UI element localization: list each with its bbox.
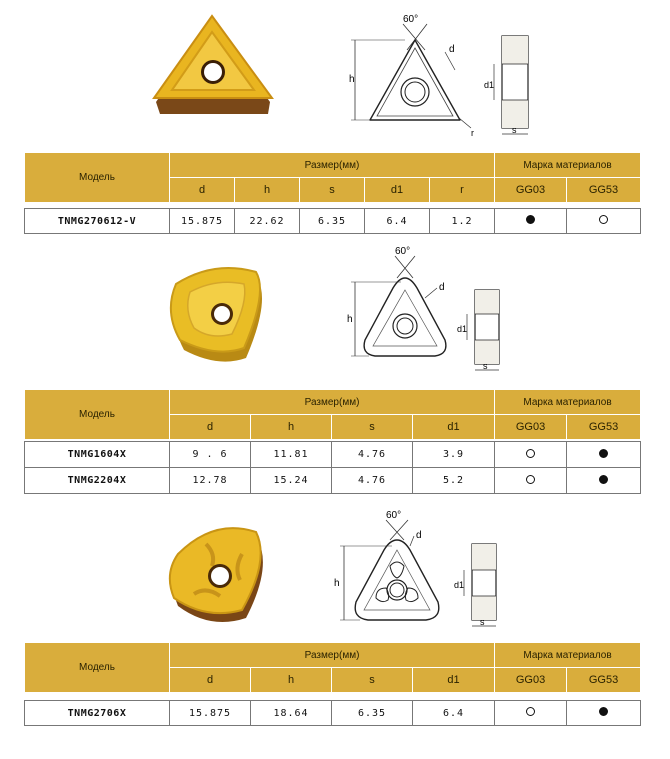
insert-photo-triangle-2 [160,262,280,374]
drawing-top-view-2 [345,242,468,370]
gg03-availability [495,209,567,234]
availability-dot [599,475,608,484]
value-d1: 5.2 [413,468,495,494]
value-s: 6.35 [332,701,413,726]
drawing-side-view-3 [452,540,512,634]
spec-table-body-2 [24,441,641,494]
svg-text:h: h [347,314,353,325]
col-r: r [430,178,495,203]
svg-text:d: d [449,44,455,55]
header-model: Модель [25,153,170,203]
svg-text:s: s [483,361,488,371]
value-r: 1.2 [430,209,495,234]
table-row [25,209,641,234]
insert-photo-triangle-3 [160,520,280,632]
gg53-availability [567,701,641,726]
value-d1: 6.4 [413,701,495,726]
col-d1: d1 [413,668,495,693]
svg-text:d1: d1 [454,580,465,590]
gg03-availability [495,442,567,468]
availability-dot [599,707,608,716]
col-d: d [170,178,235,203]
value-d: 15.875 [170,701,251,726]
availability-dot [526,475,535,484]
value-d1: 3.9 [413,442,495,468]
header-size: Размер(мм) [170,643,495,668]
col-h: h [235,178,300,203]
svg-text:h: h [334,578,340,589]
svg-text:r: r [471,128,474,138]
header-model: Модель [25,390,170,440]
col-s: s [332,668,413,693]
col-gg03: GG03 [495,668,567,693]
drawing-top-view-3 [330,506,460,634]
svg-text:60°: 60° [395,246,411,257]
value-h: 18.64 [251,701,332,726]
gg53-availability [567,468,641,494]
header-size: Размер(мм) [170,390,495,415]
value-h: 15.24 [251,468,332,494]
model-cell: TNMG2204X [25,468,170,494]
col-gg03: GG03 [495,415,567,440]
header-model: Модель [25,643,170,693]
value-d: 15.875 [170,209,235,234]
svg-text:d1: d1 [457,324,468,334]
drawing-side-view-1 [482,30,542,142]
spec-table-header-1 [24,152,641,203]
value-s: 4.76 [332,442,413,468]
svg-text:60°: 60° [386,510,402,521]
header-material: Марка материалов [495,153,641,178]
gg53-availability [567,442,641,468]
value-h: 22.62 [235,209,300,234]
header-size: Размер(мм) [170,153,495,178]
model-cell: TNMG270612-V [25,209,170,234]
col-d: d [170,415,251,440]
availability-dot [599,449,608,458]
value-h: 11.81 [251,442,332,468]
col-gg53: GG53 [567,178,641,203]
header-material: Марка материалов [495,390,641,415]
col-gg53: GG53 [567,415,641,440]
table-row [25,442,641,468]
value-d: 9 . 6 [170,442,251,468]
spec-table-body-3 [24,700,641,726]
svg-text:s: s [512,125,517,135]
svg-text:h: h [349,74,355,85]
col-h: h [251,415,332,440]
model-cell: TNMG1604X [25,442,170,468]
svg-text:d: d [439,282,445,293]
availability-dot [599,215,608,224]
svg-text:d1: d1 [484,80,495,90]
gg53-availability [567,209,641,234]
header-material: Марка материалов [495,643,641,668]
col-d1: d1 [413,415,495,440]
model-cell: TNMG2706X [25,701,170,726]
col-h: h [251,668,332,693]
col-gg03: GG03 [495,178,567,203]
spec-table-header-3 [24,642,641,693]
svg-text:60°: 60° [403,14,419,25]
value-s: 4.76 [332,468,413,494]
value-d: 12.78 [170,468,251,494]
value-d1: 6.4 [365,209,430,234]
insert-photo-triangle-1 [150,10,285,122]
drawing-top-view-1 [345,10,485,142]
table-row [25,468,641,494]
col-gg53: GG53 [567,668,641,693]
spec-table-header-2 [24,389,641,440]
table-row [25,701,641,726]
availability-dot [526,449,535,458]
gg03-availability [495,701,567,726]
col-s: s [332,415,413,440]
col-d1: d1 [365,178,430,203]
col-s: s [300,178,365,203]
availability-dot [526,215,535,224]
value-s: 6.35 [300,209,365,234]
svg-text:d: d [416,530,422,541]
col-d: d [170,668,251,693]
svg-text:s: s [480,617,485,627]
gg03-availability [495,468,567,494]
drawing-side-view-2 [455,286,515,378]
spec-table-body-1 [24,208,641,234]
availability-dot [526,707,535,716]
